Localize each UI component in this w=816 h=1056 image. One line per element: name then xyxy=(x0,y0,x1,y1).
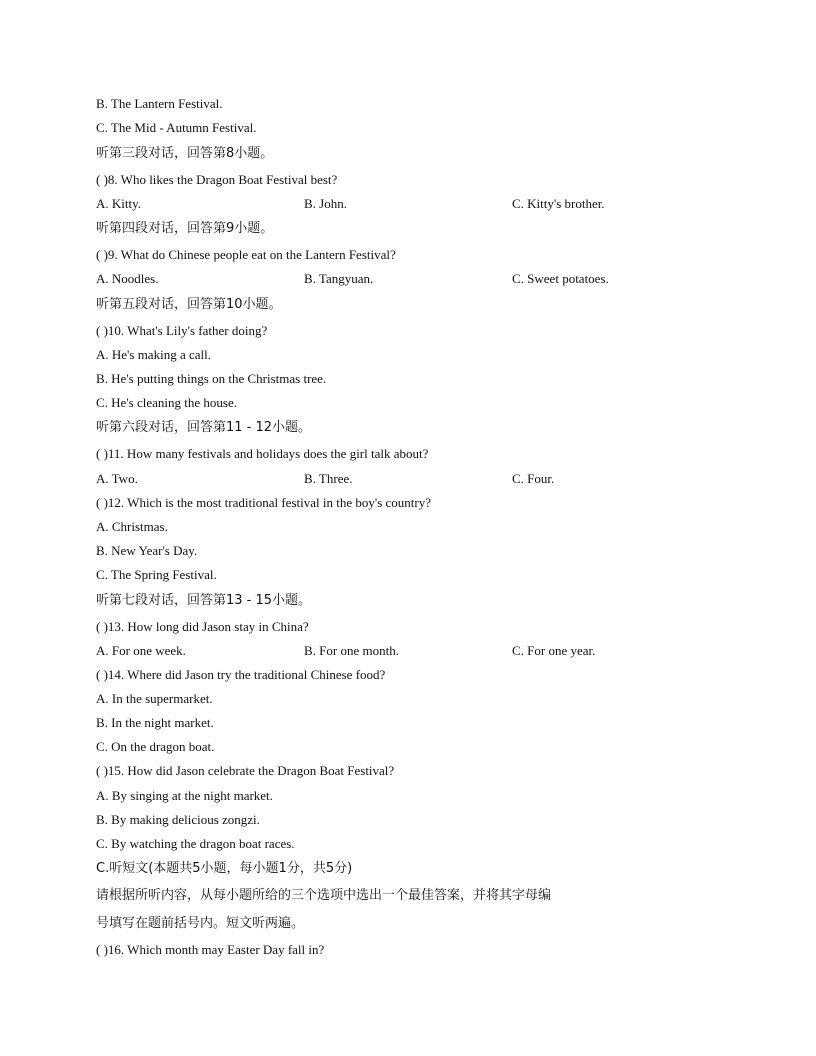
instruction-line-1: 请根据所听内容，从每小题所给的三个选项中选出一个最佳答案，并将其字母编 xyxy=(96,888,552,903)
q10-option-a: A. He's making a call. xyxy=(96,347,211,362)
section-7-heading: 听第七段对话，回答第13 - 15小题。 xyxy=(96,593,312,608)
question-14: ( )14. Where did Jason try the traditional Chinese food? xyxy=(96,667,386,682)
q12-option-a: A. Christmas. xyxy=(96,519,168,534)
option-b-lantern: B. The Lantern Festival. xyxy=(96,96,223,111)
q14-option-a: A. In the supermarket. xyxy=(96,691,213,706)
q15-option-b: B. By making delicious zongzi. xyxy=(96,812,260,827)
q10-option-b: B. He's putting things on the Christmas tree. xyxy=(96,371,327,386)
q11-option-c: C. Four. xyxy=(512,471,555,486)
question-16: ( )16. Which month may Easter Day fall in? xyxy=(96,942,325,957)
q13-option-b: B. For one month. xyxy=(304,643,399,658)
q14-option-c: C. On the dragon boat. xyxy=(96,739,215,754)
q9-option-a: A. Noodles. xyxy=(96,271,159,286)
q12-option-c: C. The Spring Festival. xyxy=(96,567,217,582)
q14-option-b: B. In the night market. xyxy=(96,715,214,730)
section-3-heading: 听第三段对话，回答第8小题。 xyxy=(96,146,274,161)
section-6-heading: 听第六段对话，回答第11 - 12小题。 xyxy=(96,420,312,435)
q8-option-b: B. John. xyxy=(304,196,347,211)
question-9: ( )9. What do Chinese people eat on the Lantern Festival? xyxy=(96,247,396,262)
q15-option-c: C. By watching the dragon boat races. xyxy=(96,836,295,851)
q11-option-a: A. Two. xyxy=(96,471,138,486)
section-5-heading: 听第五段对话，回答第10小题。 xyxy=(96,297,282,312)
q11-option-b: B. Three. xyxy=(304,471,353,486)
q13-option-c: C. For one year. xyxy=(512,643,596,658)
q8-option-a: A. Kitty. xyxy=(96,196,142,211)
q13-option-a: A. For one week. xyxy=(96,643,186,658)
question-13: ( )13. How long did Jason stay in China? xyxy=(96,619,309,634)
q9-option-b: B. Tangyuan. xyxy=(304,271,374,286)
q15-option-a: A. By singing at the night market. xyxy=(96,788,273,803)
instruction-line-2: 号填写在题前括号内。短文听两遍。 xyxy=(96,916,305,931)
question-15: ( )15. How did Jason celebrate the Dragon Boat Festival? xyxy=(96,763,395,778)
section-c-heading: C.听短文(本题共5小题，每小题1分，共5分) xyxy=(96,861,353,876)
question-12: ( )12. Which is the most traditional festival in the boy's country? xyxy=(96,495,431,510)
option-c-mid-autumn: C. The Mid - Autumn Festival. xyxy=(96,120,257,135)
question-10: ( )10. What's Lily's father doing? xyxy=(96,323,268,338)
section-4-heading: 听第四段对话，回答第9小题。 xyxy=(96,221,274,236)
question-8: ( )8. Who likes the Dragon Boat Festival best? xyxy=(96,172,338,187)
q9-option-c: C. Sweet potatoes. xyxy=(512,271,609,286)
q8-option-c: C. Kitty's brother. xyxy=(512,196,605,211)
question-11: ( )11. How many festivals and holidays does the girl talk about? xyxy=(96,446,429,461)
q12-option-b: B. New Year's Day. xyxy=(96,543,198,558)
q10-option-c: C. He's cleaning the house. xyxy=(96,395,237,410)
